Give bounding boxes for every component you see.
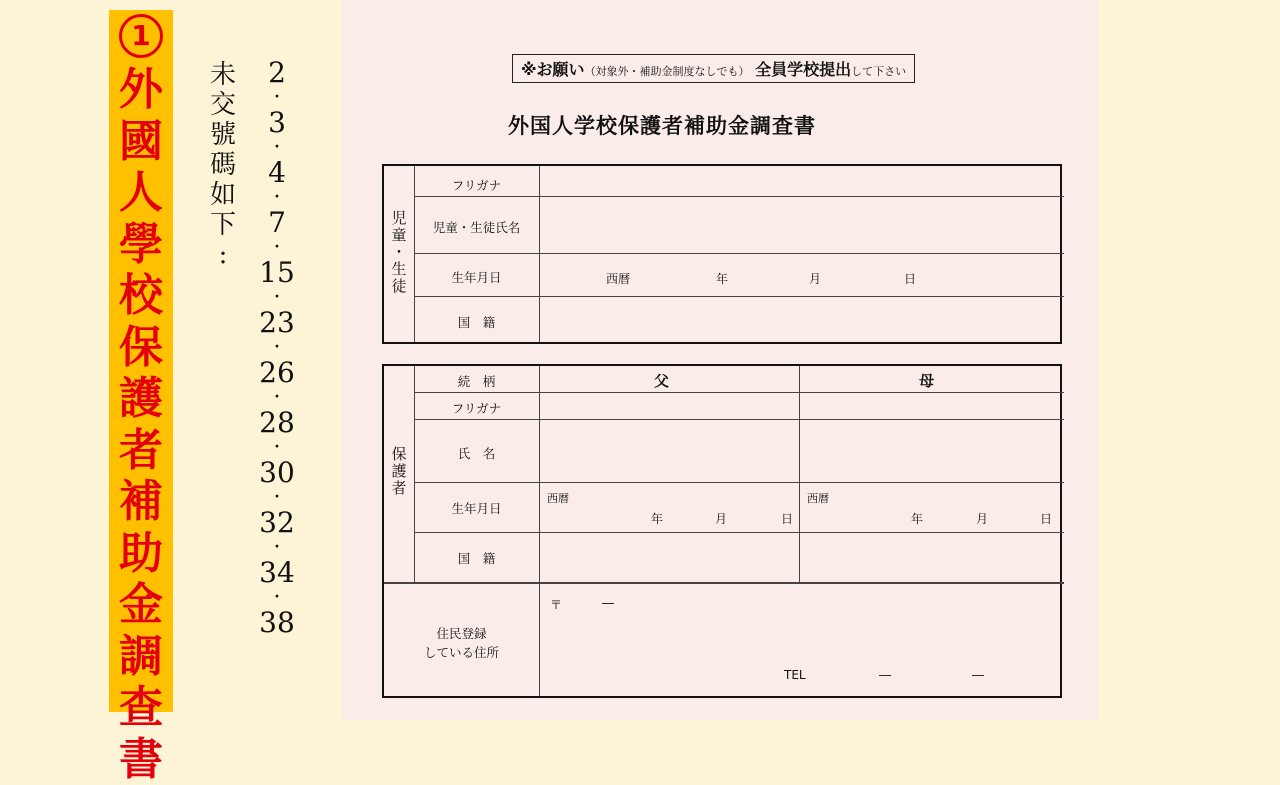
dob-era: 西暦 — [606, 270, 630, 287]
caption-char-3: 碼 — [205, 150, 241, 180]
dob-day: 日 — [904, 270, 916, 287]
title-char-11: 調 — [111, 631, 171, 683]
missing-number: 23 — [252, 308, 302, 338]
request-tail: して下さい — [851, 65, 906, 78]
title-char-5: 保 — [111, 322, 171, 374]
missing-number: 2 — [252, 58, 302, 88]
title-char-9: 助 — [111, 528, 171, 580]
guardian-section — [382, 364, 1062, 698]
mother-header: 母 — [919, 370, 934, 391]
address-label — [384, 624, 539, 662]
mother-dob-year: 年 — [911, 510, 923, 527]
separator-dot: · — [252, 588, 302, 608]
dob-year: 年 — [716, 270, 728, 287]
separator-dot: · — [252, 538, 302, 558]
postal-mark: 〒 — [550, 596, 562, 613]
student-label-char-4: 徒 — [390, 278, 408, 295]
title-char-6: 護 — [111, 373, 171, 425]
separator-dot: · — [252, 388, 302, 408]
student-section-label — [390, 210, 408, 295]
address-label-line1: 住民登録 — [384, 624, 539, 643]
separator-dot: · — [252, 238, 302, 258]
vertical-title — [111, 64, 171, 785]
nationality-label: 国 籍 — [414, 313, 539, 331]
separator-dot: · — [252, 488, 302, 508]
missing-number: 3 — [252, 108, 302, 138]
caption-char-6: : — [205, 240, 241, 270]
tel-dash-2: ― — [972, 668, 984, 682]
title-char-10: 金 — [111, 579, 171, 631]
title-char-2: 人 — [111, 167, 171, 219]
form-document — [342, 0, 1098, 720]
address-label-line2: している住所 — [384, 643, 539, 662]
separator-dot: · — [252, 288, 302, 308]
missing-number: 26 — [252, 358, 302, 388]
student-section — [382, 164, 1062, 344]
father-dob-year: 年 — [651, 510, 663, 527]
document-title: 外国人学校保護者補助金調査書 — [508, 110, 816, 140]
father-dob-day: 日 — [781, 510, 793, 527]
title-char-4: 校 — [111, 270, 171, 322]
mother-dob-era: 西暦 — [807, 490, 829, 506]
missing-number: 38 — [252, 608, 302, 638]
title-char-7: 者 — [111, 425, 171, 477]
missing-number: 34 — [252, 558, 302, 588]
missing-number: 7 — [252, 208, 302, 238]
dob-month: 月 — [809, 270, 821, 287]
guardian-section-label — [390, 446, 408, 497]
mother-dob-day: 日 — [1040, 510, 1052, 527]
missing-number: 30 — [252, 458, 302, 488]
mother-dob-month: 月 — [976, 510, 988, 527]
caption-char-2: 號 — [205, 120, 241, 150]
caption-char-5: 下 — [205, 210, 241, 240]
title-banner — [109, 10, 173, 712]
guardian-label-char-2: 者 — [390, 480, 408, 497]
father-header: 父 — [654, 370, 669, 391]
student-label-char-1: 童 — [390, 227, 408, 244]
guardian-label-char-1: 護 — [390, 463, 408, 480]
title-char-3: 學 — [111, 219, 171, 271]
item-number-badge: 1 — [119, 14, 163, 58]
missing-numbers-caption — [205, 60, 241, 270]
title-char-1: 國 — [111, 116, 171, 168]
guardian-dob-label: 生年月日 — [414, 499, 539, 517]
request-sub: （対象外・補助金制度なしでも） — [585, 65, 750, 78]
separator-dot: · — [252, 88, 302, 108]
title-char-0: 外 — [111, 64, 171, 116]
missing-number: 4 — [252, 158, 302, 188]
relation-label: 続 柄 — [414, 372, 539, 390]
guardian-label-char-0: 保 — [390, 446, 408, 463]
missing-number: 15 — [252, 258, 302, 288]
request-bold: 全員学校提出 — [755, 60, 851, 79]
caption-char-1: 交 — [205, 90, 241, 120]
postal-dash: ― — [602, 596, 614, 610]
missing-number: 28 — [252, 408, 302, 438]
guardian-nationality-label: 国 籍 — [414, 549, 539, 567]
father-dob-month: 月 — [715, 510, 727, 527]
student-label-char-0: 児 — [390, 210, 408, 227]
guardian-furigana-label: フリガナ — [414, 399, 539, 417]
request-main: ※お願い — [521, 60, 585, 79]
caption-char-0: 未 — [205, 60, 241, 90]
missing-number: 32 — [252, 508, 302, 538]
request-notice — [512, 54, 915, 83]
tel-dash-1: ― — [879, 668, 891, 682]
missing-numbers-list — [252, 58, 302, 638]
separator-dot: · — [252, 338, 302, 358]
father-dob-era: 西暦 — [547, 490, 569, 506]
separator-dot: · — [252, 188, 302, 208]
student-name-label: 児童・生徒氏名 — [414, 218, 539, 236]
student-label-char-3: 生 — [390, 261, 408, 278]
tel-label: TEL — [784, 668, 806, 682]
separator-dot: · — [252, 138, 302, 158]
caption-char-4: 如 — [205, 180, 241, 210]
guardian-name-label: 氏 名 — [414, 444, 539, 462]
title-char-12: 查 — [111, 682, 171, 734]
title-char-13: 書 — [111, 734, 171, 785]
dob-label: 生年月日 — [414, 268, 539, 286]
furigana-label: フリガナ — [414, 176, 539, 194]
title-char-8: 補 — [111, 476, 171, 528]
separator-dot: · — [252, 438, 302, 458]
student-label-char-2: ・ — [390, 244, 408, 261]
